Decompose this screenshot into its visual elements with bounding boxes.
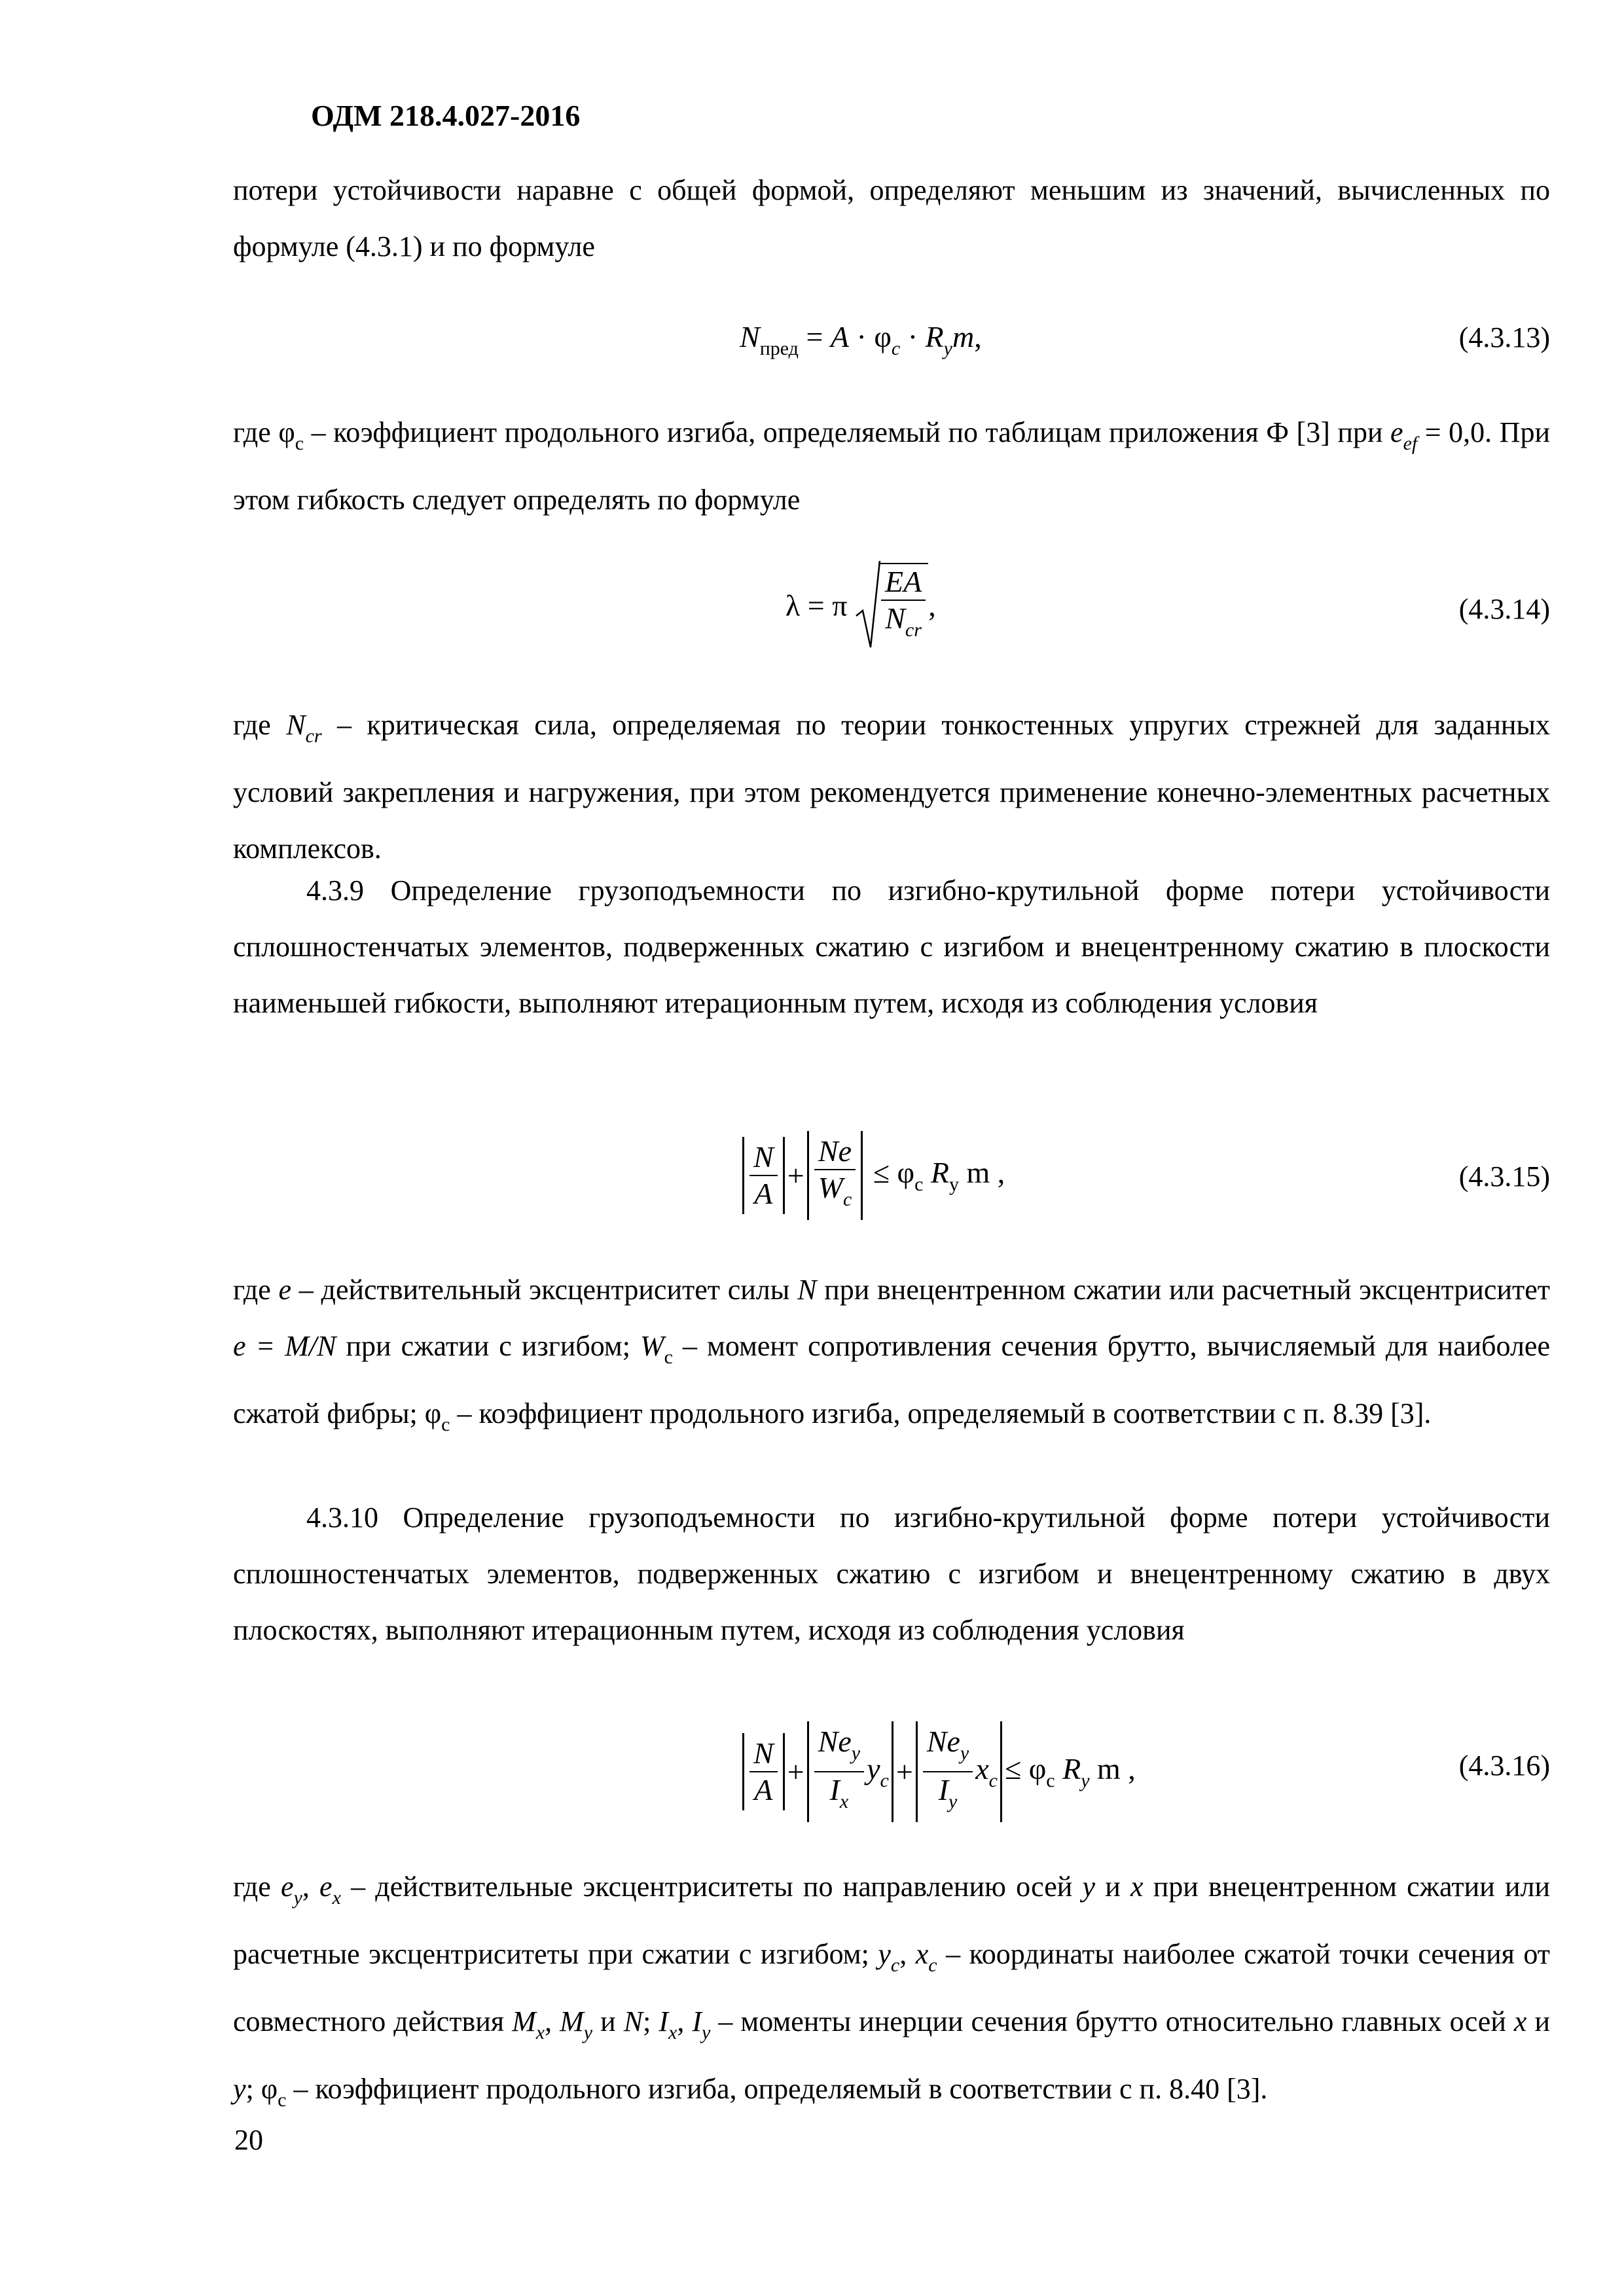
formula-operator: ≤ φ	[1004, 1752, 1047, 1785]
formula-symbol: R	[1062, 1752, 1081, 1785]
text-run: ,	[899, 1938, 916, 1970]
text-run: где	[233, 1274, 279, 1306]
text-run: = 0,0. При этом гибкость следует определять по формуле	[233, 416, 1550, 516]
text-subscript: x	[668, 2022, 677, 2043]
formula-symbol: R	[925, 320, 944, 353]
paragraph-4-3-9: 4.3.9 Определение грузоподъемности по изгибно-крутильной форме потери устойчивости сплошностенчатых элементов, подверженных сжатию с изгибом и внецентренному сжатию в плоскости наименьшей гибкости, выполняют итерационным путем, исходя из соблюдения условия	[233, 874, 1550, 1019]
formula-subscript: cr	[905, 619, 922, 641]
text-run: – моменты инерции сечения брутто относительно главных осей	[710, 2005, 1514, 2037]
text-run: ;	[643, 2005, 659, 2037]
paragraph-e-definition	[233, 1262, 1550, 1453]
text-run: – коэффициент продольного изгиба, определяемый по таблицам приложения Ф [3] при	[304, 416, 1391, 448]
fraction	[749, 1139, 778, 1211]
text-run: где	[233, 709, 287, 741]
text-run: – момент сопротивления сечения брутто, вычисляемый для наиболее сжатой фибры; φ	[233, 1330, 1550, 1429]
formula-subscript: c	[1046, 1770, 1055, 1791]
text-run: и	[592, 2005, 624, 2037]
formula-subscript: y	[851, 1742, 861, 1764]
formula-symbol: m ,	[959, 1156, 1005, 1189]
text-variable: M	[512, 2005, 536, 2037]
fraction-denominator	[881, 600, 926, 648]
text-variable: N	[286, 709, 306, 741]
absolute-value	[916, 1721, 1002, 1822]
text-subscript: c	[278, 2089, 287, 2111]
text-variable: e	[280, 1871, 294, 1903]
formula-punctuation: ,	[928, 588, 936, 622]
text-subscript: y	[702, 2022, 711, 2043]
text-run: и	[1526, 2005, 1551, 2037]
text-variable: x	[1513, 2005, 1527, 2037]
text-variable: e	[278, 1274, 292, 1306]
equation-number-4-3-14: (4.3.14)	[1458, 593, 1550, 625]
fraction	[814, 1724, 864, 1820]
text-subscript: x	[332, 1887, 341, 1909]
formula-operator: ·	[900, 320, 926, 353]
formula-symbol: I	[829, 1773, 840, 1806]
formula-subscript: c	[914, 1174, 924, 1195]
formula-symbol: y	[867, 1752, 880, 1785]
square-root	[855, 560, 928, 651]
text-run: – коэффициент продольного изгиба, определяемый в соответствии с п. 8.39 [3].	[450, 1397, 1432, 1429]
text-subscript: c	[295, 433, 304, 454]
fraction	[749, 1736, 778, 1808]
formula-symbol: A	[830, 320, 849, 353]
text-variable: N	[623, 2005, 643, 2037]
formula-symbol: m	[952, 320, 975, 353]
formula-symbol: m ,	[1089, 1752, 1136, 1785]
paragraph-eccentricities-definition	[233, 1859, 1550, 2128]
text-subscript: y	[583, 2022, 593, 2043]
text-subscript: c	[441, 1414, 450, 1435]
equation-number-4-3-15: (4.3.15)	[1458, 1160, 1550, 1193]
text-run: при внецентренном сжатии или расчетный эксцентриситет	[816, 1274, 1550, 1306]
text-run: – координаты наиболее сжатой точки сечения от совместного действия	[233, 1938, 1551, 2037]
formula-symbol: N	[740, 320, 760, 353]
text-variable: x	[915, 1938, 929, 1970]
fraction-numerator: Ne	[818, 1134, 852, 1168]
text-subscript: c	[664, 1346, 673, 1368]
text-run: ; φ	[245, 2073, 278, 2105]
formula-symbol: λ = π	[785, 588, 848, 622]
formula-operator: +	[895, 1755, 913, 1789]
formula-subscript: y	[960, 1742, 969, 1764]
text-variable: e	[319, 1871, 333, 1903]
formula-4-3-13	[740, 319, 982, 360]
formula-symbol: x	[975, 1752, 989, 1785]
formula-subscript: y	[949, 1174, 960, 1195]
formula-symbol: I	[938, 1773, 948, 1806]
paragraph-phi-definition	[233, 404, 1550, 528]
formula-symbol: W	[818, 1171, 843, 1204]
fraction-denominator: A	[749, 1175, 778, 1211]
text-subscript: c	[928, 1954, 937, 1976]
formula-operator: =	[798, 320, 831, 353]
text-run: ,	[545, 2005, 560, 2037]
text-variable: y	[233, 2073, 246, 2105]
formula-subscript: y	[948, 1791, 958, 1812]
formula-4-3-15	[740, 1131, 1005, 1220]
text-subscript: x	[535, 2022, 545, 2043]
text-variable: W	[640, 1330, 664, 1362]
text-variable: e = M/N	[233, 1330, 336, 1362]
text-run: – критическая сила, определяемая по теории тонкостенных упругих стрежней для заданных условий закрепления и нагружения, при этом рекомендуется применение конечно-элементных расчетных комплексов.	[233, 709, 1550, 865]
text-run: ,	[302, 1871, 320, 1903]
formula-operator: ≤ φ	[865, 1156, 915, 1189]
formula-subscript: пред	[759, 338, 799, 359]
fraction-numerator: N	[753, 1736, 774, 1770]
absolute-value	[807, 1131, 863, 1220]
equation-number-4-3-13: (4.3.13)	[1458, 321, 1550, 353]
text-variable: x	[1130, 1871, 1144, 1903]
formula-symbol: Ne	[818, 1725, 852, 1758]
fraction	[814, 1134, 856, 1217]
formula-operator: · φ	[849, 320, 892, 353]
fraction-denominator	[814, 1771, 864, 1820]
text-run: – действительные эксцентриситеты по направлению осей	[340, 1871, 1083, 1903]
text-run: и	[1095, 1871, 1131, 1903]
absolute-value	[742, 1137, 785, 1214]
fraction-numerator: N	[753, 1140, 774, 1174]
formula-punctuation: ,	[974, 320, 982, 353]
absolute-value	[742, 1733, 785, 1810]
formula-subscript: y	[943, 338, 952, 359]
formula-subscript: c	[880, 1770, 889, 1791]
text-run: при сжатии с изгибом;	[336, 1330, 640, 1362]
text-run: где	[233, 1871, 281, 1903]
text-run: где φ	[233, 416, 295, 448]
text-subscript: c	[890, 1954, 900, 1976]
paragraph-4-3-10: 4.3.10 Определение грузоподъемности по изгибно-крутильной форме потери устойчивости сплошностенчатых элементов, подверженных сжатию с изгибом и внецентренному сжатию в двух плоскостях, выполняют итерационным путем, исходя из соблюдения условия	[233, 1501, 1550, 1646]
text-variable: y	[878, 1938, 891, 1970]
fraction-numerator: EA	[884, 565, 922, 598]
fraction-denominator	[814, 1169, 856, 1217]
formula-subscript: x	[839, 1791, 849, 1812]
fraction	[881, 564, 926, 648]
formula-symbol: R	[930, 1156, 950, 1189]
text-subscript: cr	[305, 725, 322, 747]
formula-subscript: c	[988, 1770, 998, 1791]
fraction-denominator: A	[749, 1771, 778, 1808]
formula-subscript: y	[1081, 1770, 1090, 1791]
formula-symbol: Ne	[926, 1725, 960, 1758]
formula-operator: +	[787, 1755, 804, 1789]
formula-4-3-16	[740, 1721, 1136, 1822]
text-run: – коэффициент продольного изгиба, определяемый в соответствии с п. 8.40 [3].	[286, 2073, 1268, 2105]
text-variable: M	[560, 2005, 584, 2037]
formula-symbol: N	[885, 601, 905, 635]
formula-subscript: c	[891, 338, 901, 359]
text-run: при внецентренном сжатии или расчетные эксцентриситеты при сжатии с изгибом;	[233, 1871, 1551, 1970]
formula-4-3-14	[785, 560, 936, 651]
page-number: 20	[234, 2124, 263, 2156]
paragraph-intro: потери устойчивости наравне с общей формой, определяют меньшим из значений, вычисленных по формуле (4.3.1) и по формуле	[233, 174, 1550, 262]
formula-operator: +	[787, 1158, 804, 1193]
text-subscript: y	[293, 1887, 302, 1909]
fraction-denominator	[923, 1771, 973, 1820]
text-run: ,	[677, 2005, 693, 2037]
text-variable: e	[1390, 416, 1403, 448]
paragraph-ncr-definition	[233, 697, 1550, 877]
absolute-value	[807, 1721, 893, 1822]
document-code-header: ОДМ 218.4.027-2016	[311, 99, 581, 132]
square-root-body	[878, 563, 928, 648]
fraction-numerator	[923, 1724, 973, 1771]
text-variable: I	[692, 2005, 702, 2037]
text-subscript: ef	[1403, 433, 1418, 454]
fraction	[923, 1724, 973, 1820]
text-variable: y	[1082, 1871, 1096, 1903]
square-root-icon	[855, 560, 881, 651]
equation-number-4-3-16: (4.3.16)	[1458, 1749, 1550, 1782]
formula-subscript: c	[842, 1189, 852, 1210]
text-run: – действительный эксцентриситет силы	[291, 1274, 798, 1306]
text-variable: I	[659, 2005, 669, 2037]
text-variable: N	[797, 1274, 817, 1306]
fraction-numerator	[814, 1724, 864, 1771]
